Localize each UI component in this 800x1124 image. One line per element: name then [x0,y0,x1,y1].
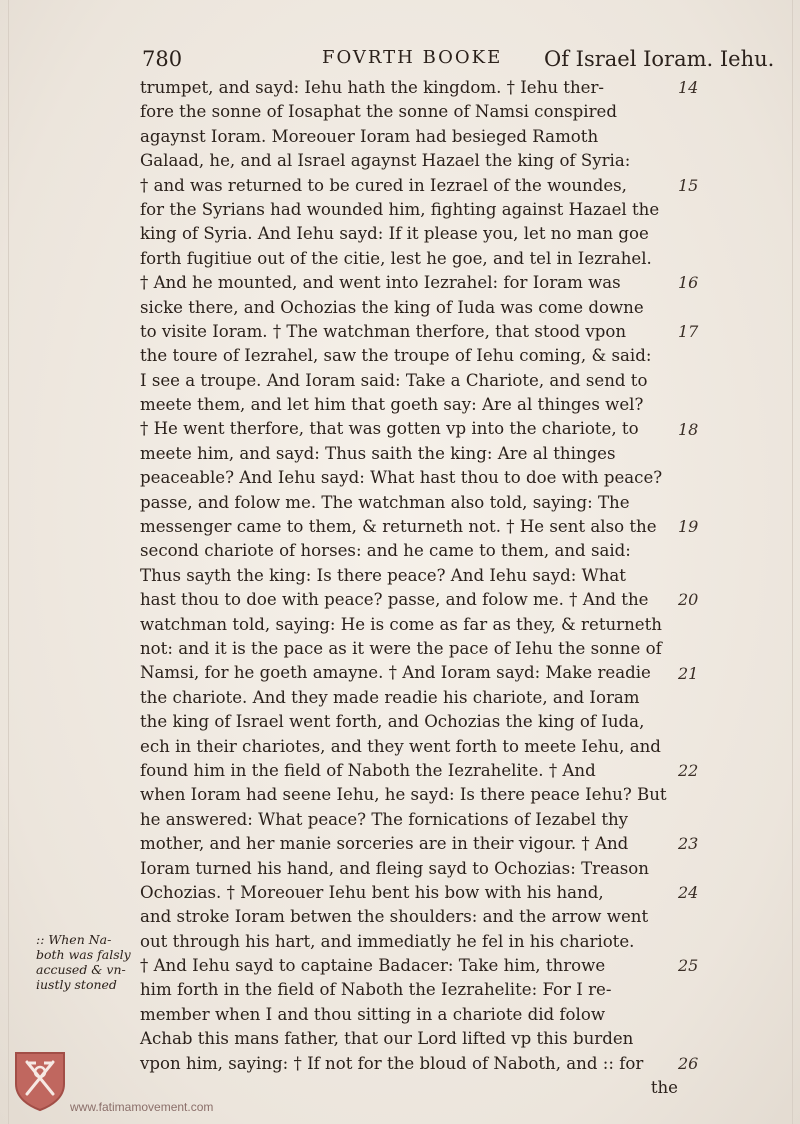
margin-note [36,932,146,992]
text-line: and stroke Ioram betwen the shoulders: and the arrow went [140,907,649,927]
text-line: sicke there, and Ochozias the king of Iuda was come downe [140,297,644,317]
verse-number: 26 [678,1054,699,1073]
book-title: FOVRTH BOOKE [322,47,503,68]
text-line: † He went therfore, that was gotten vp into the chariote, to [140,419,639,439]
text-line: king of Syria. And Iehu sayd: If it please you, let no man goe [140,224,649,244]
text-line: second chariote of horses: and he came to them, and said: [140,541,631,561]
verse-number: 19 [678,517,699,537]
text-line: the king of Israel went forth, and Ochozias the king of Iuda, [140,712,645,732]
verse-number: 20 [678,590,699,610]
page-edge-right [792,0,793,1124]
text-line: not: and it is the pace as it were the pace of Iehu the sonne of [140,638,662,658]
text-line: out through his hart, and immediatly he fel in his chariote. [140,931,635,951]
verse-number: 15 [678,175,699,195]
text-line: mother, and her manie sorceries are in their vigour. † And [140,834,629,854]
text-line: when Ioram had seene Iehu, he sayd: Is there peace Iehu? But [140,785,667,805]
margin-note-line: accused & vn- [36,962,126,977]
text-line: meete him, and sayd: Thus saith the king: Are al thinges [140,443,616,463]
verse-number: 21 [678,663,699,683]
margin-note-line: :: When Na- [36,932,112,947]
text-line: fore the sonne of Iosaphat the sonne of Namsi conspired [140,102,617,122]
page-header [142,47,792,75]
text-line: him forth in the field of Naboth the Iezrahelite: For I re- [140,980,612,1000]
text-line: to visite Ioram. † The watchman therfore, that stood vpon [140,321,627,341]
text-line: † and was returned to be cured in Iezrael of the woundes, [140,175,627,195]
text-line: messenger came to them, & returneth not. † He sent also the [140,517,657,537]
text-line: Achab this mans father, that our Lord lifted vp this burden [140,1029,634,1049]
verse-number: 16 [678,273,699,293]
verse-number: 22 [678,761,699,781]
text-line: passe, and folow me. The watchman also told, saying: The [140,492,630,512]
text-line: the toure of Iezrahel, saw the troupe of Iehu coming, & said: [140,346,652,366]
text-line: for the Syrians had wounded him, fighting against Hazael the [140,199,660,219]
text-line: meete them, and let him that goeth say: Are al thinges wel? [140,395,644,415]
text-line: ech in their chariotes, and they went forth to meete Iehu, and [140,736,661,756]
text-line: the chariote. And they made readie his chariote, and Ioram [140,687,640,707]
verse-number: 18 [678,419,699,439]
text-line: vpon him, saying: † If not for the bloud of Naboth, and :: for [140,1053,644,1073]
margin-note-line: both was falsly [36,947,131,962]
verse-number: 17 [678,322,699,341]
text-line: hast thou to doe with peace? passe, and folow me. † And the [140,590,649,610]
text-line: Namsi, for he goeth amayne. † And Ioram sayd: Make readie [140,663,651,683]
page-number: 780 [142,47,183,71]
margin-note-line: iustly stoned [36,977,117,992]
text-line: I see a troupe. And Ioram said: Take a Chariote, and send to [140,370,648,390]
text-line: member when I and thou sitting in a chariote did folow [140,1004,606,1024]
text-line: Galaad, he, and al Israel agaynst Hazael the king of Syria: [140,151,631,171]
papal-keys-crest-icon [13,1050,67,1112]
verse-number: 14 [678,78,699,97]
footer-url[interactable]: www.fatimamovement.com [70,1100,214,1114]
text-line: forth fugitiue out of the citie, lest he goe, and tel in Iezrahel. [140,248,652,268]
text-line: watchman told, saying: He is come as far as they, & returneth [140,614,662,634]
text-line: trumpet, and sayd: Iehu hath the kingdom. † Iehu ther- [140,78,604,97]
text-line: agaynst Ioram. Moreouer Ioram had besieged Ramoth [140,126,599,146]
running-title: Of Israel Ioram. Iehu. [544,47,775,71]
text-line: Ioram turned his hand, and fleing sayd to Ochozias: Treason [140,858,649,878]
text-line: Thus sayth the king: Is there peace? And Iehu sayd: What [140,565,626,585]
text-line: † And Iehu sayd to captaine Badacer: Take him, throwe [140,956,606,976]
text-line: the [650,1078,678,1098]
page-edge-left [8,0,9,1124]
text-line: he answered: What peace? The fornications of Iezabel thy [140,809,629,829]
text-line: peaceable? And Iehu sayd: What hast thou to doe with peace? [140,468,663,488]
verse-number: 23 [678,834,699,854]
text-line: found him in the field of Naboth the Iezrahelite. † And [140,760,596,780]
verse-number: 24 [678,883,699,903]
body-text [140,76,680,1100]
verse-number: 25 [678,956,699,976]
text-line: Ochozias. † Moreouer Iehu bent his bow with his hand, [140,882,604,902]
text-line: † And he mounted, and went into Iezrahel: for Ioram was [140,273,621,293]
